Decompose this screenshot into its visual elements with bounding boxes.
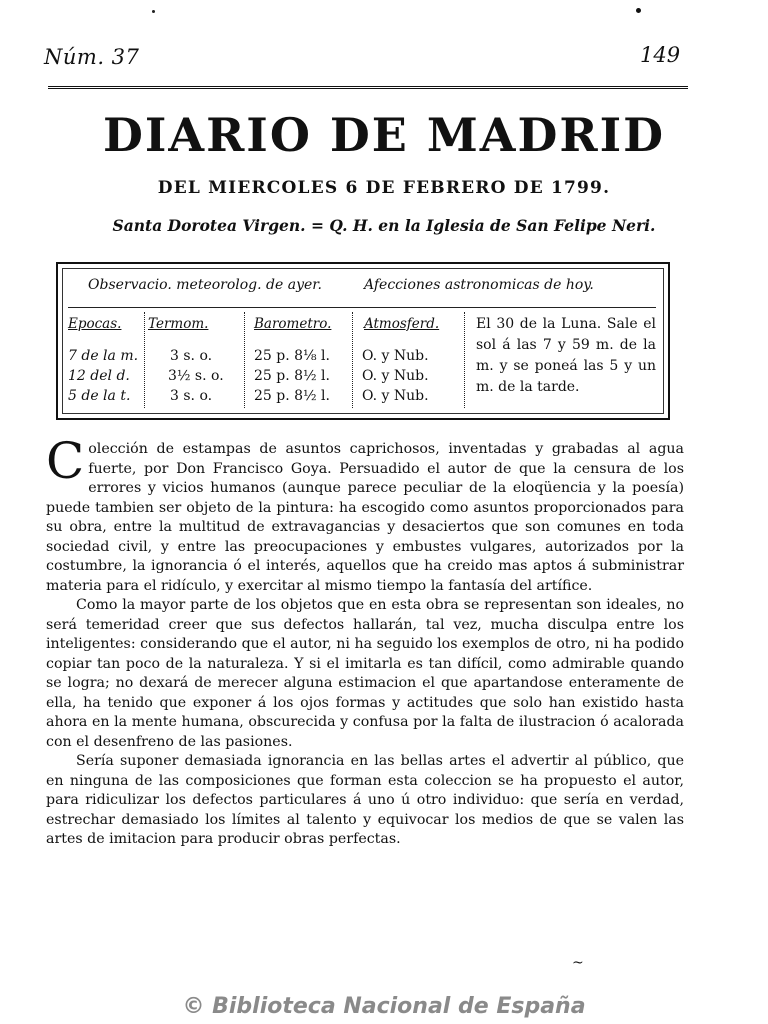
article-paragraph: Como la mayor parte de los objetos que en esta obra se representan son ideales, no será temeridad creer que sus defectos hallarán, tal vez, mucha disculpa entre los inteligentes: considerando que el autor, ni ha seguido los exemplos de otro, ni ha podido copiar tan poco de la naturaleza. Y si el imitarla es tan difícil, como admirable quando se logra; no dexará de merecer alguna estimacion el que apartandose enteramente de ella, ha tenido que exponer á los ojos formas y actitudes que solo han existido hasta ahora en la mente humana, obscurecida y confusa por la falta de ilustracion ó acalorada con el desenfreno de las pasiones. — [46, 597, 684, 750]
header-rule — [48, 86, 688, 89]
article-paragraph — [46, 432, 684, 596]
table-cell: 25 p. 8½ l. — [254, 388, 330, 404]
astronomy-text: El 30 de la Luna. Sale el sol á las 7 y 59 m. de la m. y se poneá las 5 y un m. de la tarde. — [476, 316, 656, 395]
column-header-epochs: Epocas. — [68, 316, 122, 332]
ornament-mark: ~ — [572, 955, 584, 971]
drop-cap: C — [46, 432, 85, 490]
column-divider — [464, 312, 465, 408]
article-paragraph: Sería suponer demasiada ignorancia en las bellas artes el advertir al público, que en ninguna de las composiciones que forman esta coleccion se ha propuesto el autor, para ridiculizar los defectos particulares á uno ú otro individuo: que sería en verdad, estrechar demasiado los límites al talento y equivocar los medios de que se valen las artes de imitacion para producir obras perfectas. — [46, 753, 684, 847]
weather-heading-rule — [68, 307, 656, 308]
table-cell: O. y Nub. — [362, 388, 429, 404]
masthead-title: DIARIO DE MADRID — [102, 108, 666, 162]
page-number: 149 — [640, 43, 681, 67]
table-cell: 25 p. 8⅛ l. — [254, 348, 330, 364]
table-cell: 7 de la m. — [68, 348, 139, 364]
table-cell: O. y Nub. — [362, 348, 429, 364]
ink-speck — [636, 8, 641, 13]
column-header-atmosphere: Atmosferd. — [364, 316, 440, 332]
weather-table — [56, 262, 670, 420]
library-watermark: © Biblioteca Nacional de España — [182, 994, 586, 1019]
weather-heading-astronomy: Afecciones astronomicas de hoy. — [364, 277, 594, 293]
table-cell: 3 s. o. — [170, 348, 213, 364]
dateline: DEL MIERCOLES 6 DE FEBRERO DE 1799. — [157, 178, 611, 198]
table-cell: 25 p. 8½ l. — [254, 368, 330, 384]
table-cell: 12 del d. — [68, 368, 130, 384]
column-header-thermometer: Termom. — [148, 316, 209, 332]
table-cell: 3 s. o. — [170, 388, 213, 404]
table-cell: 3½ s. o. — [168, 368, 224, 384]
ink-speck — [152, 10, 155, 13]
column-divider — [144, 312, 145, 408]
article-paragraph-text: olección de estampas de asuntos caprichosos, inventadas y grabadas al agua fuerte, por Don Francisco Goya. Persuadido el autor de que la censura de los errores y vicios humanos (aunque parece peculiar de la eloqüencia y la poesía) puede tambien ser objeto de la pintura: ha escogido como asuntos proporcionados para su obra, entre la multitud de extravagancias y desaciertos que son comunes en toda sociedad civil, y entre las preocupaciones y embustes vulgares, autorizados por la costumbre, la ignorancia ó el interés, aquellos que ha creido mas aptos á subministrar materia para el ridículo, y exercitar al mismo tiempo la fantasía del artífice. — [46, 441, 684, 594]
table-cell: 5 de la t. — [68, 388, 131, 404]
column-divider — [352, 312, 353, 408]
column-header-barometer: Barometro. — [254, 316, 332, 332]
table-cell: O. y Nub. — [362, 368, 429, 384]
weather-heading-observations: Observacio. meteorolog. de ayer. — [88, 277, 322, 293]
column-divider — [244, 312, 245, 408]
saints-of-the-day: Santa Dorotea Virgen. = Q. H. en la Iglesia de San Felipe Neri. — [112, 216, 656, 235]
article-body — [46, 432, 684, 850]
issue-number: Núm. 37 — [44, 45, 140, 69]
